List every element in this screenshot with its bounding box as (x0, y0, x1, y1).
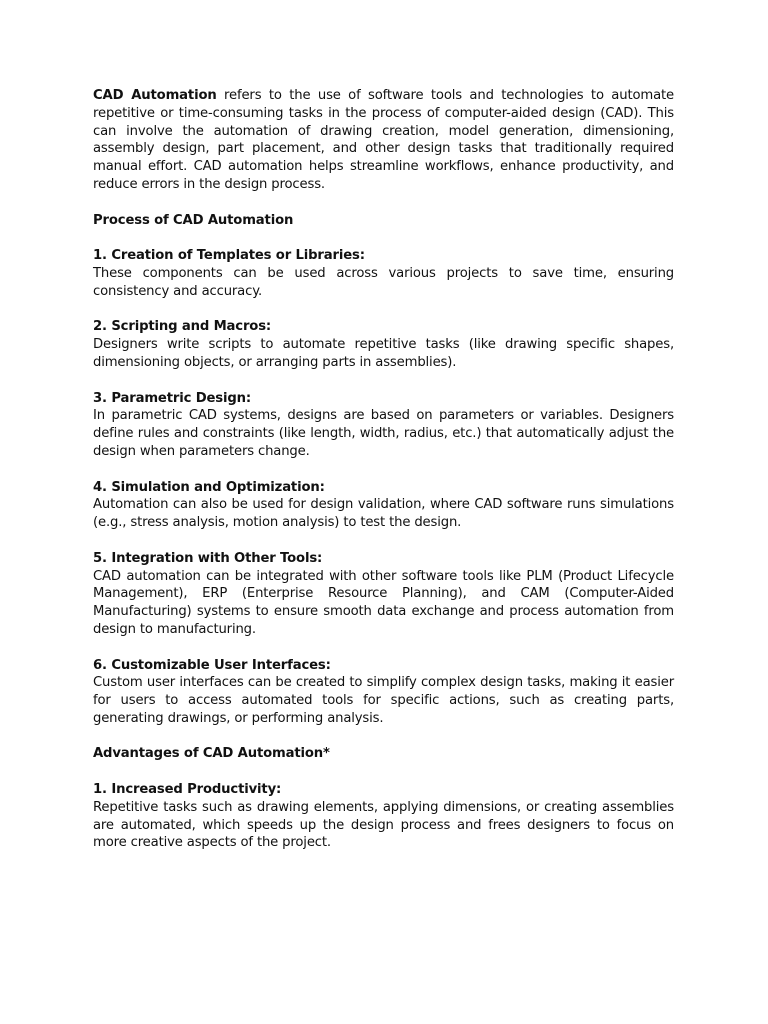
process-item-title: 5. Integration with Other Tools: (93, 550, 323, 566)
process-item-title: 2. Scripting and Macros: (93, 319, 272, 335)
advantage-item (93, 781, 674, 852)
advantages-heading: Advantages of CAD Automation* (93, 746, 330, 762)
advantage-item-body: Repetitive tasks such as drawing elements, applying dimensions, or creating assemblies are automated, which speeds up the design process and frees designers to focus on more creative aspects of the project. (93, 799, 674, 851)
process-heading: Process of CAD Automation (93, 212, 294, 228)
process-item-body: These components can be used across various projects to save time, ensuring consistency and accuracy. (93, 265, 674, 299)
process-item (93, 318, 674, 371)
process-item-body: In parametric CAD systems, designs are based on parameters or variables. Designers define rules and constraints (like length, width, radius, etc.) that automatically adjust the design when parameters change. (93, 408, 674, 459)
process-item-body: Custom user interfaces can be created to simplify complex design tasks, making it easier for users to access automated tools for specific actions, such as creating parts, generating drawings, or performing analysis. (93, 675, 674, 726)
intro-paragraph (93, 87, 674, 194)
intro-term: CAD Automation (93, 88, 217, 103)
process-item-body: Automation can also be used for design validation, where CAD software runs simulations (e.g., stress analysis, motion analysis) to test the design. (93, 497, 674, 531)
advantage-item-title: 1. Increased Productivity: (93, 782, 282, 798)
process-item-title: 4. Simulation and Optimization: (93, 479, 325, 495)
process-item-title: 6. Customizable User Interfaces: (93, 657, 331, 673)
process-item (93, 657, 674, 728)
document-page (93, 87, 674, 852)
intro-text: refers to the use of software tools and technologies to automate repetitive or time-consuming tasks in the process of computer-aided design (CAD). This can involve the automation of drawing creation, model generation, dimensioning, assembly design, part placement, and other design tasks that traditionally required manual effort. CAD automation helps streamline workflows, enhance productivity, and reduce errors in the design process. (93, 88, 674, 192)
process-item-body: Designers write scripts to automate repetitive tasks (like drawing specific shapes, dimensioning objects, or arranging parts in assemblies). (93, 337, 674, 370)
process-item (93, 479, 674, 532)
process-item (93, 550, 674, 639)
process-item-body: CAD automation can be integrated with other software tools like PLM (Product Lifecycle Management), ERP (Enterprise Resource Planning), and CAM (Computer-Aided Manufacturing) systems to ensure smooth data exchange and process automation from design to manufacturing. (93, 568, 674, 637)
process-item-title: 3. Parametric Design: (93, 390, 252, 406)
process-item (93, 247, 674, 300)
process-item (93, 390, 674, 461)
process-item-title: 1. Creation of Templates or Libraries: (93, 248, 365, 264)
